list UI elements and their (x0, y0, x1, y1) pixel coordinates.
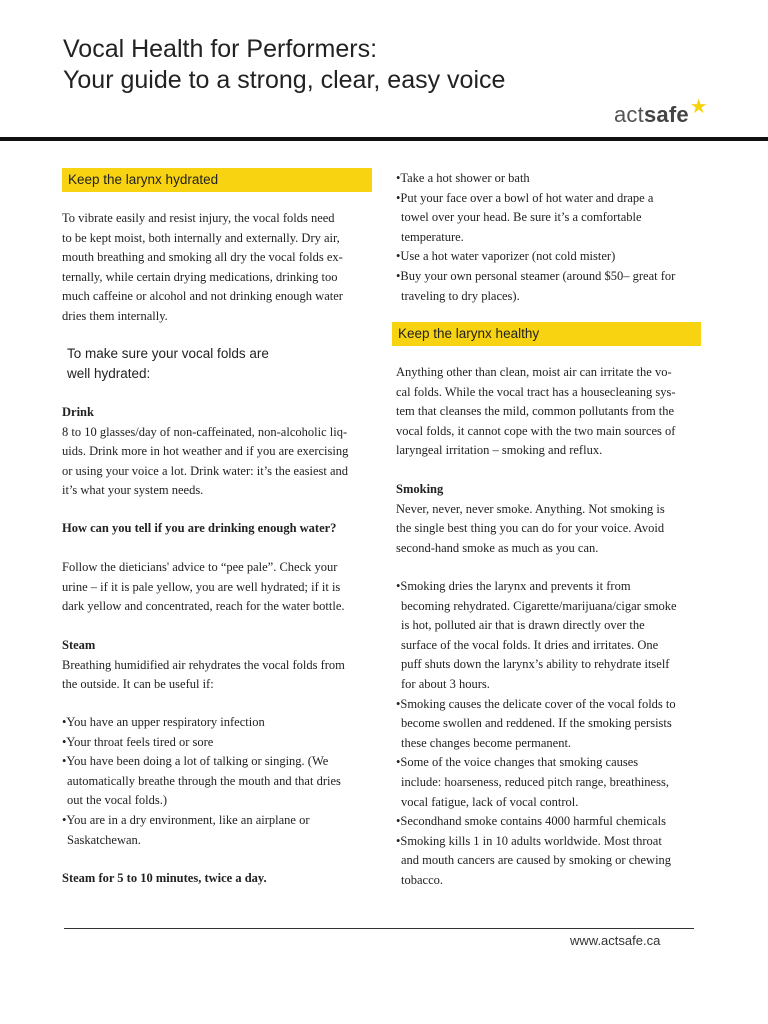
title-line-2: Your guide to a strong, clear, easy voice (63, 66, 506, 94)
text-line: the single best thing you can do for your voice. Avoid (396, 521, 665, 536)
text-line: laryngeal irritation – smoking and reflux. (396, 443, 603, 458)
text-line: tem that cleanses the mild, common pollutants from the (396, 404, 675, 419)
list-item-cont: automatically breathe through the mouth and that dries (67, 773, 341, 788)
section-heading-hydrated: Keep the larynx hydrated (62, 168, 372, 192)
list-item-cont: Saskatchewan. (67, 832, 141, 847)
list-item: •Take a hot shower or bath (396, 171, 530, 185)
star-icon: ★ (689, 96, 708, 118)
text-line: it’s what your system needs. (62, 483, 204, 498)
list-item-cont: surface of the vocal folds. It dries and irritates. One (401, 637, 659, 652)
list-item-cont: tobacco. (401, 872, 443, 887)
list-item-cont: include: hoarseness, reduced pitch range, breathiness, (401, 774, 669, 789)
text-line: to be kept moist, both internally and externally. Dry air, (62, 230, 340, 245)
drink-section (62, 403, 367, 501)
smoking-bullet-list (396, 577, 701, 891)
steam-section (62, 636, 367, 695)
list-item: •Secondhand smoke contains 4000 harmful chemicals (396, 814, 666, 829)
steam-closing-text: Steam for 5 to 10 minutes, twice a day. (62, 871, 267, 885)
steam-methods-list (396, 169, 701, 306)
footer-rule (64, 928, 694, 929)
logo-text-bold: safe (643, 102, 689, 127)
list-item: •Use a hot water vaporizer (not cold mister) (396, 249, 616, 264)
hydration-intro (62, 209, 367, 327)
list-item-cont: for about 3 hours. (401, 676, 490, 691)
list-item: •Some of the voice changes that smoking causes (396, 755, 639, 770)
smoking-title: Smoking (396, 482, 444, 496)
list-item-cont: vocal fatigue, lack of vocal control. (401, 794, 579, 809)
text-line: To vibrate easily and resist injury, the vocal folds need (62, 211, 335, 225)
list-item-cont: is hot, polluted air that is drawn directly over the (401, 618, 645, 633)
list-item-cont: traveling to dry places). (401, 288, 520, 303)
header-rule (0, 137, 768, 141)
list-item: •You have an upper respiratory infection (62, 715, 265, 729)
text-line: dries them internally. (62, 308, 168, 323)
text-line: ternally, while certain drying medications, drinking too (62, 269, 338, 284)
text-line: Breathing humidified air rehydrates the vocal folds from (62, 657, 345, 672)
list-item: •Buy your own personal steamer (around $50– great for (396, 268, 676, 283)
text-line: vocal folds, it cannot cope with the two main sources of (396, 423, 676, 438)
text-line: urine – if it is pale yellow, you are well hydrated; if it is (62, 579, 341, 594)
pee-pale-paragraph (62, 558, 367, 617)
section-heading-healthy: Keep the larynx healthy (392, 322, 701, 346)
text-line: cal folds. While the vocal tract has a housecleaning sys- (396, 384, 676, 399)
text-line: much caffeine or alcohol and not drinking enough water (62, 289, 343, 304)
smoking-section (396, 480, 701, 558)
list-item: •Your throat feels tired or sore (62, 734, 214, 749)
text-line: Follow the dieticians' advice to “pee pale”. Check your (62, 560, 338, 574)
title-line-1: Vocal Health for Performers: (63, 35, 378, 63)
steam-title: Steam (62, 638, 96, 652)
list-item-cont: becoming rehydrated. Cigarette/marijuana/cigar smoke (401, 598, 677, 613)
list-item: •Smoking kills 1 in 10 adults worldwide. Most throat (396, 833, 662, 848)
text-line: uids. Drink more in hot weather and if you are exercising (62, 444, 349, 459)
text-line: second-hand smoke as much as you can. (396, 540, 599, 555)
subheading-line: To make sure your vocal folds are (67, 346, 269, 361)
list-item: •You are in a dry environment, like an airplane or (62, 812, 310, 827)
text-line: 8 to 10 glasses/day of non-caffeinated, non-alcoholic liq- (62, 424, 348, 439)
subheading-line: well hydrated: (67, 366, 151, 381)
hydration-subheading (67, 344, 367, 384)
list-item-cont: towel over your head. Be sure it’s a comfortable (401, 210, 642, 225)
text-line: Anything other than clean, moist air can irritate the vo- (396, 365, 672, 379)
steam-closing (62, 869, 367, 889)
text-line: mouth breathing and smoking all dry the vocal folds ex- (62, 250, 343, 265)
list-item-cont: temperature. (401, 229, 464, 244)
question-text: How can you tell if you are drinking enough water? (62, 521, 337, 535)
list-item-cont: these changes become permanent. (401, 735, 572, 750)
text-line: Never, never, never smoke. Anything. Not smoking is (396, 501, 665, 516)
list-item: •Put your face over a bowl of hot water and drape a (396, 190, 654, 205)
page-title (63, 34, 703, 96)
actsafe-logo (614, 96, 708, 129)
healthy-intro (396, 363, 701, 461)
steam-bullet-list (62, 713, 367, 850)
footer-url: www.actsafe.ca (570, 933, 661, 948)
list-item: •You have been doing a lot of talking or singing. (We (62, 754, 329, 769)
text-line: dark yellow and concentrated, reach for the water bottle. (62, 599, 345, 614)
list-item-cont: become swollen and reddened. If the smoking persists (401, 716, 672, 731)
list-item-cont: and mouth cancers are caused by smoking or chewing (401, 853, 672, 868)
list-item-cont: puff shuts down the larynx’s ability to rehydrate itself (401, 657, 670, 672)
logo-text-light: act (614, 102, 644, 127)
drink-title: Drink (62, 405, 94, 419)
text-line: the outside. It can be useful if: (62, 677, 214, 692)
list-item: •Smoking causes the delicate cover of the vocal folds to (396, 696, 676, 711)
list-item-cont: out the vocal folds.) (67, 793, 167, 808)
water-question (62, 519, 367, 539)
text-line: or using your voice a lot. Drink water: it’s the easiest and (62, 463, 349, 478)
list-item: •Smoking dries the larynx and prevents it from (396, 579, 631, 593)
